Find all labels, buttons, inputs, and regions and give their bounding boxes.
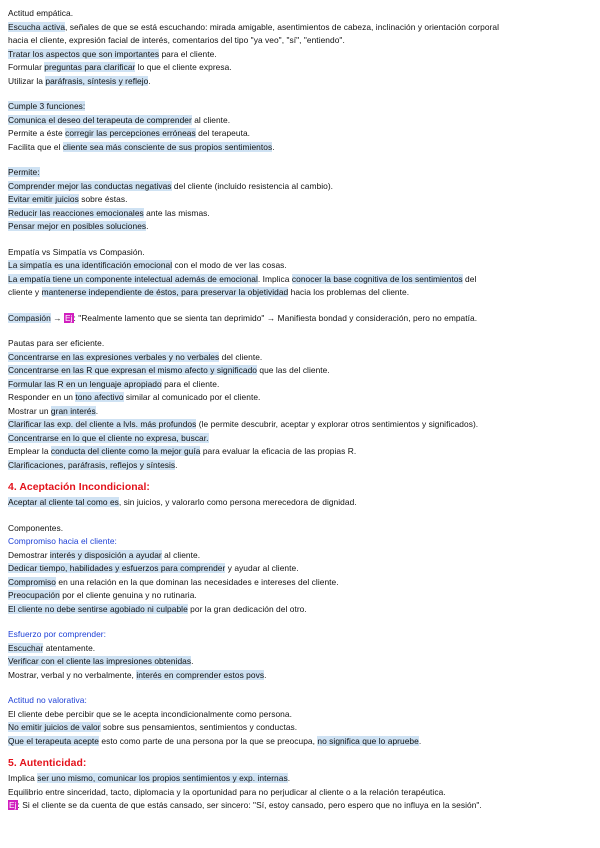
text-line: [8, 432, 594, 446]
highlight: El cliente no debe sentirse agobiado ni culpable: [8, 603, 188, 614]
highlight: conducta del cliente como la mejor guía: [50, 446, 201, 456]
highlight: Comprender mejor las conductas negativas: [8, 180, 172, 191]
highlight: Permite:: [8, 167, 40, 177]
text-line: Comprender mejor las conductas negativas del cliente (incluido resistencia al cambio).: [8, 180, 334, 191]
text-line: No emitir juicios de valor sobre sus pensamientos, sentimientos y conductas.: [8, 722, 298, 732]
highlight: interés en comprender estos povs: [136, 669, 265, 680]
text-line: Emplear la conducta del cliente como la mejor guía para evaluar la eficacia de las propias R.: [8, 446, 357, 456]
highlight: tono afectivo: [75, 392, 124, 402]
highlight: La simpatía es una identificación emocional: [8, 260, 173, 270]
highlight: Concentrarse en las expresiones verbales y no verbales: [8, 351, 220, 362]
highlight: corregir las percepciones erróneas: [65, 128, 196, 138]
section-title: [8, 166, 594, 180]
text-line: Concentrarse en las expresiones verbales y no verbales del cliente.: [8, 351, 263, 362]
text-line: Que el terapeuta acepte esto como parte de una persona por la que se preocupa, no significa que lo apruebe.: [8, 735, 422, 746]
highlight: No emitir juicios de valor: [8, 722, 101, 732]
highlight: Concentrarse en lo que el cliente no expresa, buscar.: [8, 432, 209, 443]
text-line: Dedicar tiempo, habilidades y esfuerzos para comprender y ayudar al cliente.: [8, 563, 299, 573]
text-line: Comunica el deseo del terapeuta de comprender al cliente.: [8, 114, 231, 125]
highlight: Escucha activa: [8, 21, 66, 32]
highlight: Dedicar tiempo, habilidades y esfuerzos para comprender: [8, 563, 226, 573]
highlight: Clarificaciones, paráfrasis, reflejos y síntesis: [8, 459, 176, 470]
highlight: conocer la base cognitiva de los sentimientos: [291, 273, 463, 284]
section-title: Pautas para ser eficiente.: [8, 338, 105, 348]
text-line: Clarificaciones, paráfrasis, reflejos y síntesis.: [8, 459, 178, 470]
text-line: Formular las R en un lenguaje apropiado para el cliente.: [8, 378, 220, 389]
highlight: Reducir las reacciones emocionales: [8, 207, 144, 218]
text-line: Preocupación por el cliente genuina y no rutinaria.: [8, 590, 197, 600]
text-line: Tratar los aspectos que son importantes para el cliente.: [8, 48, 217, 59]
highlight: Preocupación: [8, 590, 60, 600]
highlight: gran interés: [50, 405, 96, 416]
document-page: [8, 7, 594, 813]
text-line: Verificar con el cliente las impresiones obtenidas.: [8, 656, 194, 666]
highlight: Verificar con el cliente las impresiones obtenidas: [8, 656, 192, 666]
text-line: Implica ser uno mismo, comunicar los propios sentimientos y exp. internas.: [8, 773, 291, 783]
text-line: Evitar emitir juicios sobre éstas.: [8, 194, 128, 204]
subheading: Esfuerzo por comprender:: [8, 629, 107, 639]
highlight: Compasión: [8, 312, 51, 323]
text-line: Demostrar interés y disposición a ayudar al cliente.: [8, 549, 201, 560]
text-line: Clarificar las exp. del cliente a lvls. más profundos (le permite descubrir, aceptar y explorar otros sentimientos y significados).: [8, 419, 479, 429]
highlight: paráfrasis, síntesis y reflejo: [45, 75, 149, 86]
section-title: Componentes.: [8, 522, 64, 533]
text-line: Responder en un tono afectivo similar al comunicado por el cliente.: [8, 392, 261, 402]
text-line: Ej: Si el cliente se da cuenta de que estás cansado, ser sincero: "Sí, estoy cansado, pero espero que no influya en la sesión".: [9, 800, 482, 810]
text-line: Compasión → Ej: "Realmente lamento que se sienta tan deprimido" → Manifiesta bondad y consideración, pero no empatía.: [8, 312, 478, 323]
highlight: no significa que lo apruebe: [317, 735, 419, 746]
highlight: La empatía tiene un componente intelectual además de emocional: [8, 273, 258, 284]
highlight: cliente sea más consciente de sus propios sentimientos: [62, 141, 273, 152]
text-line: Escuchar atentamente.: [8, 642, 96, 653]
text-line: hacia el cliente, expresión facial de interés, comentarios del tipo "ya veo", "sí", "entiendo".: [8, 35, 345, 45]
heading-aceptacion: 4. Aceptación Incondicional:: [8, 482, 150, 493]
text-line: Mostrar un gran interés.: [8, 405, 99, 416]
highlight: Evitar emitir juicios: [8, 194, 79, 204]
text-line: Concentrarse en las R que expresan el mismo afecto y significado que las del cliente.: [8, 365, 330, 375]
highlight: mantenerse independiente de éstos, para preservar la objetividad: [41, 287, 289, 297]
text-line: Facilita que el cliente sea más consciente de sus propios sentimientos.: [8, 141, 275, 152]
highlight: Clarificar las exp. del cliente a lvls. más profundos: [8, 419, 197, 429]
text-line: Reducir las reacciones emocionales ante las mismas.: [8, 207, 210, 218]
highlight: Que el terapeuta acepte: [8, 735, 100, 746]
heading-autenticidad: 5. Autenticidad:: [8, 758, 87, 769]
highlight: interés y disposición a ayudar: [49, 549, 162, 560]
text-line: Formular preguntas para clarificar lo que el cliente expresa.: [8, 62, 232, 72]
example-tag: Ej: [65, 312, 73, 323]
text-line: La simpatía es una identificación emocional con el modo de ver las cosas.: [8, 260, 287, 270]
text-line: Aceptar al cliente tal como es, sin juicios, y valorarlo como persona merecedora de dignidad.: [8, 497, 357, 507]
highlight: Formular las R en un lenguaje apropiado: [8, 378, 162, 389]
text-line: cliente y mantenerse independiente de éstos, para preservar la objetividad hacia los problemas del cliente.: [8, 287, 410, 297]
section-title: [8, 100, 594, 114]
text-line: El cliente no debe sentirse agobiado ni culpable por la gran dedicación del otro.: [8, 603, 307, 614]
highlight: preguntas para clarificar: [44, 62, 136, 72]
subheading: Compromiso hacia el cliente:: [8, 536, 117, 546]
highlight: Cumple 3 funciones:: [8, 101, 86, 111]
text-line: Compromiso en una relación en la que dominan las necesidades e intereses del cliente.: [8, 576, 339, 587]
highlight: ser uno mismo, comunicar los propios sentimientos y exp. internas: [37, 773, 288, 783]
highlight: Tratar los aspectos que son importantes: [8, 48, 160, 59]
section-title: Empatía vs Simpatía vs Compasión.: [8, 246, 145, 257]
highlight: Escuchar: [8, 642, 44, 653]
highlight: Aceptar al cliente tal como es: [8, 497, 119, 507]
example-tag: Ej: [9, 800, 17, 810]
text-line: La empatía tiene un componente intelectual además de emocional. Implica conocer la base cognitiva de los sentimientos del: [8, 273, 477, 284]
subheading: Actitud no valorativa:: [8, 695, 87, 705]
highlight: Pensar mejor en posibles soluciones: [8, 221, 147, 231]
text-line: Utilizar la paráfrasis, síntesis y reflejo.: [8, 75, 151, 86]
text-line: Mostrar, verbal y no verbalmente, interés en comprender estos povs.: [8, 669, 267, 680]
text-line: El cliente debe percibir que se le acepta incondicionalmente como persona.: [8, 708, 292, 719]
text-line: Equilibrio entre sinceridad, tacto, diplomacia y la oportunidad para no perjudicar al cliente o a la relación terapéutica.: [8, 786, 446, 797]
section-title: Actitud empática.: [8, 8, 74, 18]
text-line: Escucha activa, señales de que se está escuchando: mirada amigable, asentimientos de cabeza, inclinación y orientación corporal: [8, 21, 499, 32]
text-line: Pensar mejor en posibles soluciones.: [8, 221, 149, 231]
highlight: Comunica el deseo del terapeuta de comprender: [8, 114, 192, 125]
text-line: Permite a éste corregir las percepciones erróneas del terapeuta.: [8, 128, 251, 138]
highlight: Concentrarse en las R que expresan el mismo afecto y significado: [8, 365, 257, 375]
highlight: Compromiso: [8, 576, 56, 587]
